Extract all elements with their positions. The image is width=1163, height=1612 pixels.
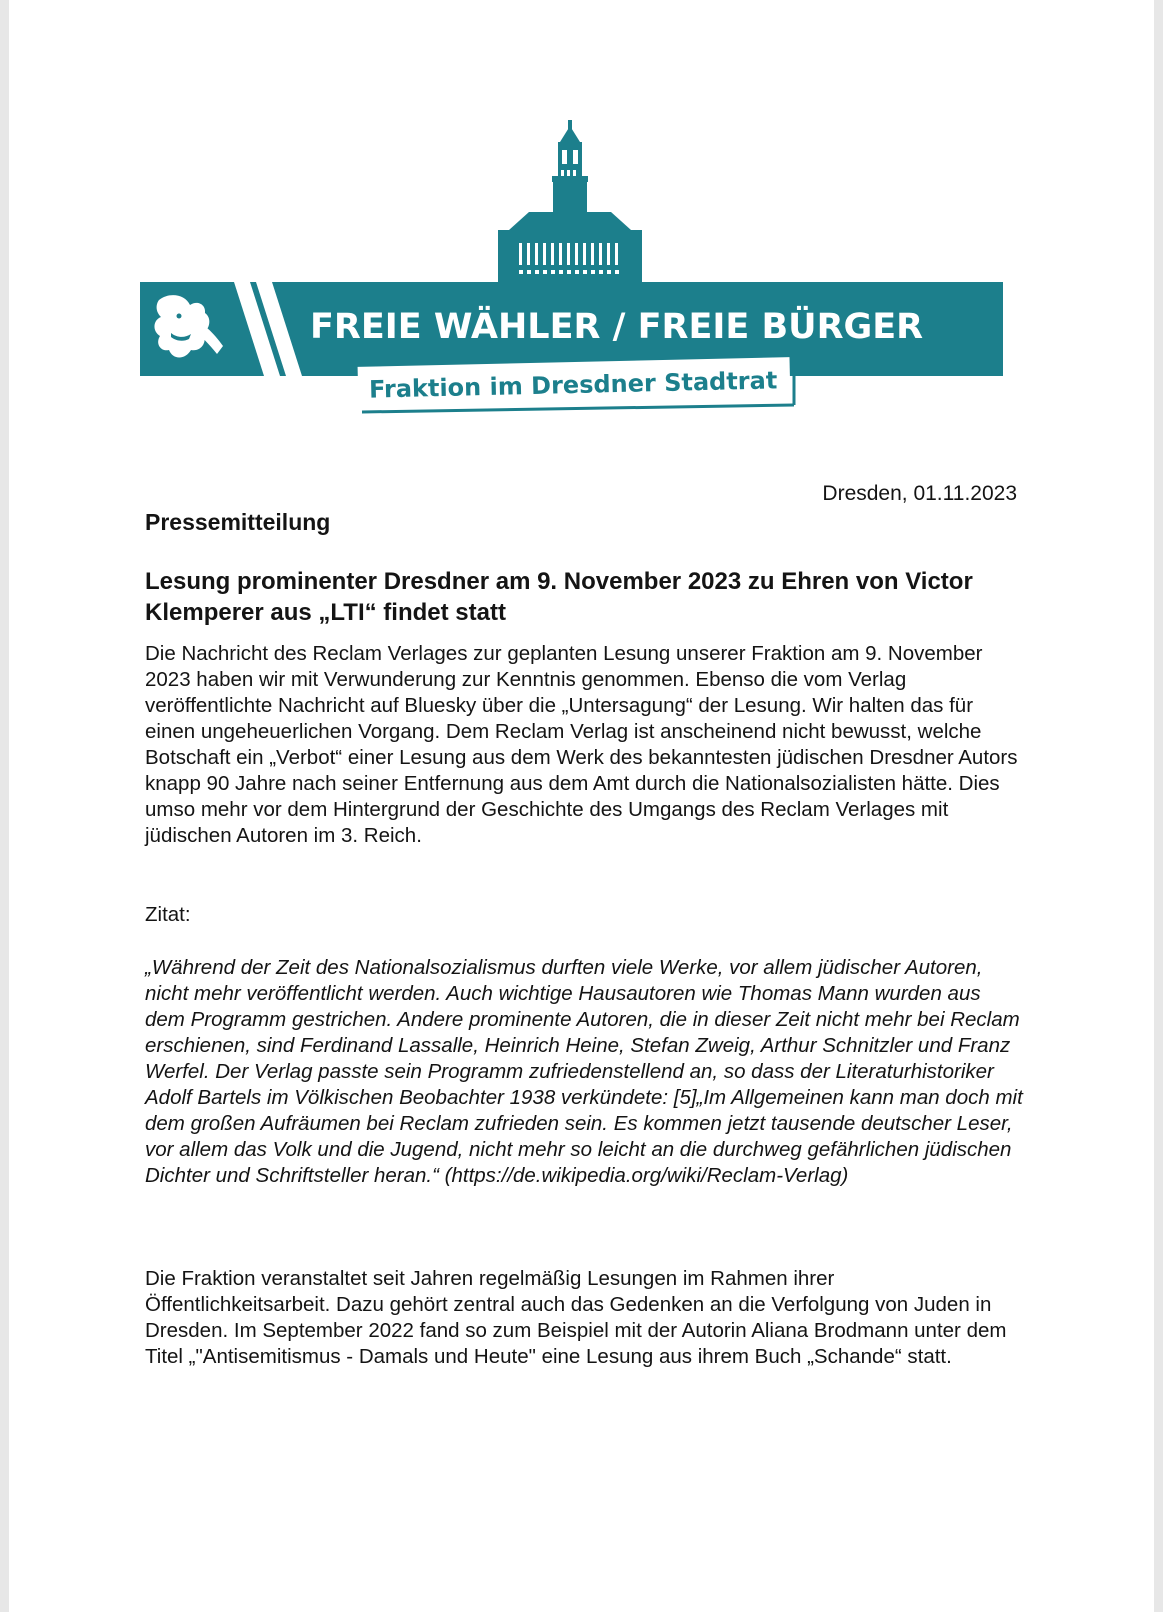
body-paragraph-1: Die Nachricht des Reclam Verlages zur geplanten Lesung unserer Fraktion am 9. November 2023 haben wir mit Verwunderung zur Kenntnis genommen. Ebenso die vom Verlag veröffentlichte Nachricht auf Bluesky über die „Untersagung“ der Lesung. Wir halten das für einen ungeheuerlichen Vorgang. Dem Reclam Verlag ist anscheinend nicht bewusst, welche Botschaft ein „Verbot“ einer Lesung aus dem Werk des bekanntesten jüdischen Dresdner Autors knapp 90 Jahre nach seiner Entfernung aus dem Amt durch die Nationalsozialisten hätte. Dies umso mehr vor dem Hintergrund der Geschichte des Umgangs des Reclam Verlages mit jüdischen Autoren im 3. Reich. bbox=[145, 642, 1018, 847]
letterhead-logo bbox=[9, 0, 1154, 430]
document-heading: Pressemitteilung bbox=[145, 509, 331, 535]
place-date: Dresden, 01.11.2023 bbox=[822, 482, 1017, 505]
quote-label: Zitat: bbox=[145, 903, 191, 926]
document-page bbox=[9, 0, 1154, 1612]
press-release-title: Lesung prominenter Dresdner am 9. November 2023 zu Ehren von Victor Klemperer aus „LTI“ findet statt bbox=[145, 568, 973, 626]
faction-line: Fraktion im Dresdner Stadtrat bbox=[368, 366, 778, 404]
party-name: FREIE WÄHLER / FREIE BÜRGER bbox=[310, 307, 924, 347]
quote-text: „Während der Zeit des Nationalsozialismus durften viele Werke, vor allem jüdischer Autoren, nicht mehr veröffentlicht werden. Auch wichtige Hausautoren wie Thomas Mann wurden aus dem Programm gestrichen. Andere prominente Autoren, die in dieser Zeit nicht mehr bei Reclam erschienen, sind Ferdinand Lassalle, Heinrich Heine, Stefan Zweig, Arthur Schnitzler und Franz Werfel. Der Verlag passte sein Programm zufriedenstellend an, so dass der Literaturhistoriker Adolf Bartels im Völkischen Beobachter 1938 verkündete: [5]„Im Allgemeinen kann man doch mit dem großen Aufräumen bei Reclam zufrieden sein. Es kommen jetzt tausende deutscher Leser, vor allem das Volk und die Jugend, nicht mehr so leicht an die durchweg gefährlichen jüdischen Dichter und Schriftsteller heran.“ (https://de.wikipedia.org/wiki/Reclam-Verlag) bbox=[145, 956, 1023, 1187]
body-paragraph-3: Die Fraktion veranstaltet seit Jahren regelmäßig Lesungen im Rahmen ihrer Öffentlichkeitsarbeit. Dazu gehört zentral auch das Gedenken an die Verfolgung von Juden in Dresden. Im September 2022 fand so zum Beispiel mit der Autorin Aliana Brodmann unter dem Titel „"Antisemitismus - Damals und Heute" eine Lesung aus ihrem Buch „Schande“ statt. bbox=[145, 1267, 1007, 1368]
